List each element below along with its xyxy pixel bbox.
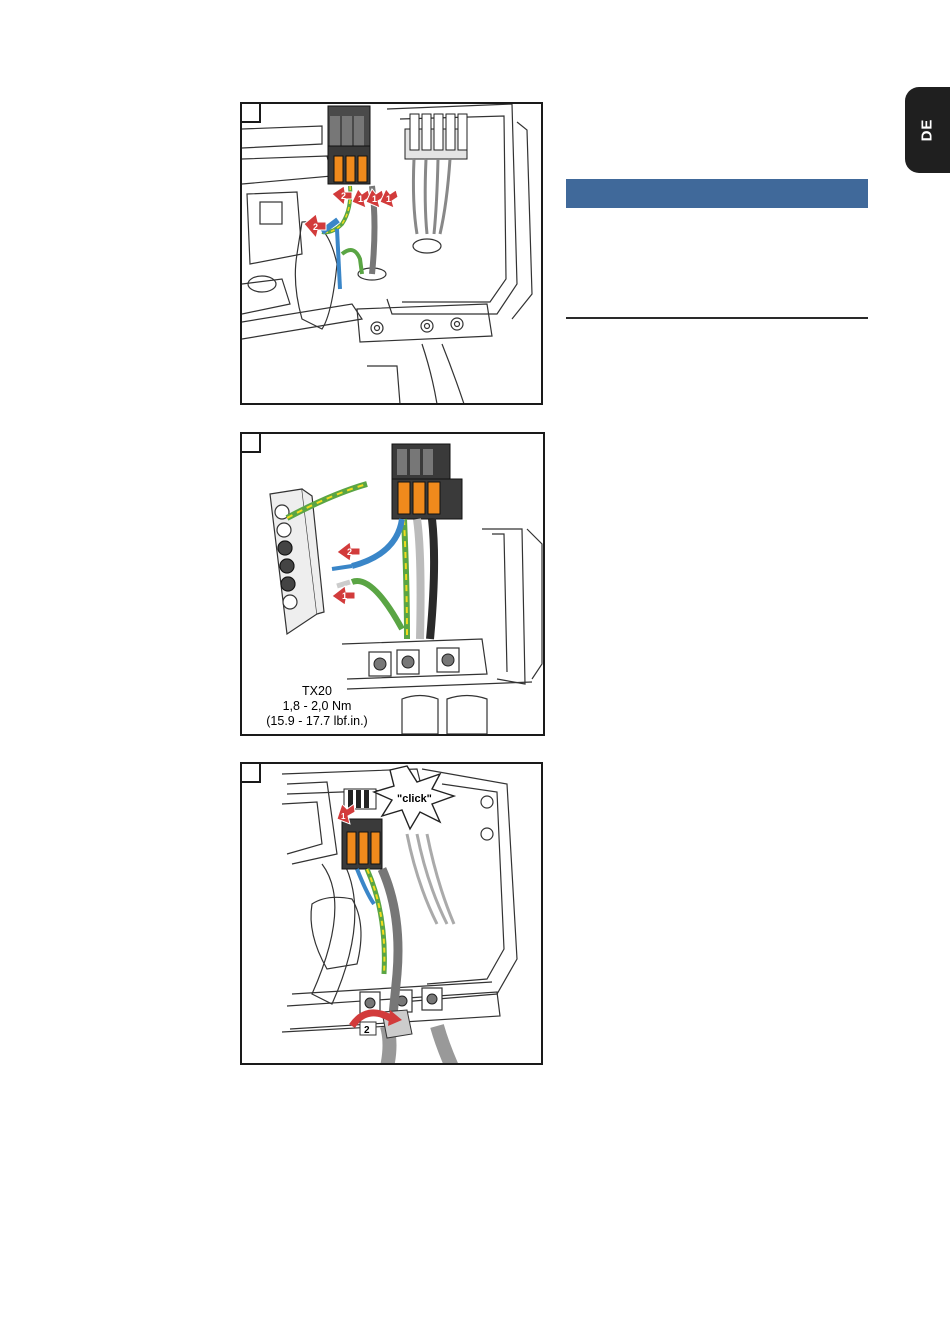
fig1-arrow-label: 2	[313, 222, 319, 232]
fig1-arrow-label: 1	[358, 194, 364, 204]
wiring-illustration-1	[242, 104, 543, 405]
wiring-illustration-3	[242, 764, 543, 1065]
step-number-box	[242, 434, 261, 453]
fig2-arrow-label: 1	[342, 591, 348, 601]
fig3-arrow-label: 2	[364, 1025, 370, 1036]
figure-step-1	[240, 102, 543, 405]
figure-step-3	[240, 762, 543, 1065]
tool-label: TX20	[302, 684, 332, 698]
fig2-arrow-label: 2	[347, 547, 353, 557]
fig1-arrow-label: 2	[341, 191, 347, 201]
fig1-arrow-label: 1	[372, 194, 378, 204]
language-tab[interactable]	[905, 87, 950, 173]
click-callout: "click"	[397, 793, 432, 805]
torque-value-nm: 1,8 - 2,0 Nm	[282, 699, 352, 713]
fig1-arrow-label: 1	[386, 194, 392, 204]
section-divider	[566, 317, 868, 319]
figure-step-2	[240, 432, 545, 736]
step-number-box	[242, 764, 261, 783]
step-number-box	[242, 104, 261, 123]
fig3-arrow-label: 1	[341, 812, 346, 821]
section-header-bar	[566, 179, 868, 208]
language-label: DE	[918, 118, 936, 142]
torque-value-lbf: (15.9 - 17.7 lbf.in.)	[266, 714, 368, 728]
